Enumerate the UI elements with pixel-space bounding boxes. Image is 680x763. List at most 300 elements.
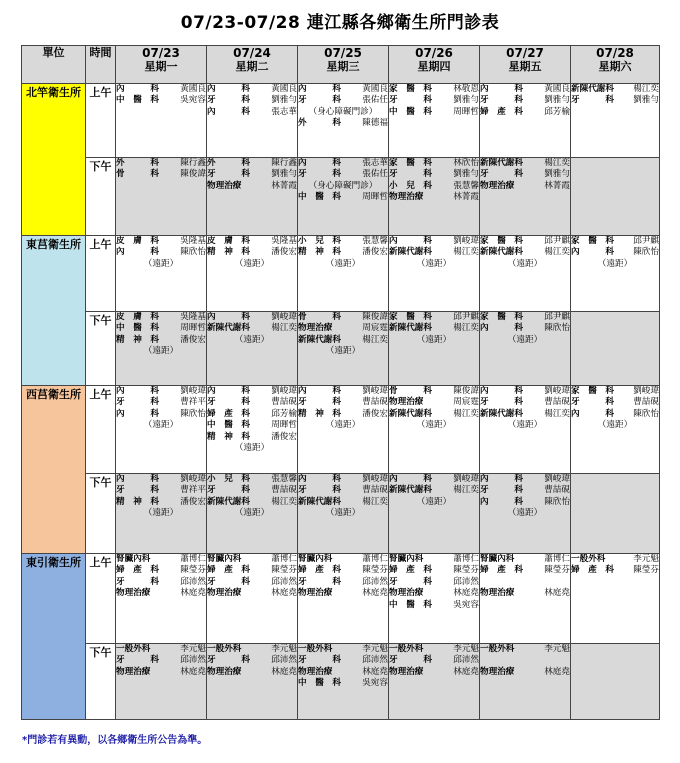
schedule-cell [571,84,660,158]
cell-remark: （遠距） [325,508,361,519]
doctor-entry [480,397,570,408]
specialty: 牙 科 [116,576,159,587]
doctor-entry [298,169,388,180]
schedule-cell [389,644,480,720]
doctor-entry [207,323,297,334]
specialty: 牙 科 [207,397,250,408]
cell-remark: （遠距） [507,420,543,431]
doctor-name: 陳欣怡 [180,247,206,258]
doctor-entry [116,644,206,655]
schedule-cell [480,644,571,720]
doctor-entry [298,667,388,678]
doctor-name: 李元魁 [453,644,479,654]
doctor-name: 李元魁 [362,644,388,654]
doctor-entry [389,84,479,95]
specialty: 精 神 科 [207,431,250,442]
doctor-name: 周暉哲 [362,192,388,203]
specialty: 外 科 [207,158,250,168]
day-date: 07/27 [506,46,544,60]
doctor-name: 邱尹麒 [544,312,570,322]
doctor-entry [480,497,570,508]
doctor-name: 陳俊諱 [453,386,479,396]
doctor-entry [207,432,297,443]
schedule-cell [480,554,571,644]
specialty: 物理治療 [480,180,515,191]
doctor-entry [298,323,388,334]
clinic-name: 東引衛生所 [22,554,86,720]
specialty: 家 醫 科 [571,386,614,396]
schedule-cell [571,386,660,474]
schedule-cell [298,236,389,312]
specialty: 內 科 [480,323,523,334]
doctor-entry [298,95,388,106]
schedule-cell [116,474,207,554]
doctor-entry [480,236,570,247]
doctor-name: 曹喆硯 [544,485,570,496]
doctor-entry [389,577,479,588]
schedule-cell [207,236,298,312]
doctor-name: 林庭堯 [271,666,297,677]
schedule-cell [116,236,207,312]
specialty: 骨 科 [298,312,341,322]
doctor-name: 陳德福 [362,118,388,129]
doctor-entry [480,107,570,118]
doctor-name: 張佑任 [362,95,388,106]
doctor-entry [298,497,388,508]
doctor-entry [571,84,659,95]
doctor-entry [480,644,570,655]
doctor-entry [389,192,479,203]
doctor-entry [389,409,479,420]
doctor-name: 吳隆基 [180,236,206,246]
schedule-cell [298,554,389,644]
doctor-name: 蕭博仁 [271,554,297,564]
doctor-entry [480,565,570,576]
doctor-entry [116,236,206,247]
specialty: 新陳代謝科 [480,408,523,419]
schedule-cell [571,312,660,386]
doctor-name: 蕭博仁 [180,554,206,564]
specialty: 物理治療 [389,397,424,408]
day-header [298,46,389,84]
specialty: 婦 產 科 [480,565,523,576]
schedule-cell [116,386,207,474]
specialty: 物理治療 [480,588,515,599]
schedule-cell [480,386,571,474]
specialty: 內 科 [116,408,159,419]
doctor-entry [389,181,479,192]
specialty: 牙 科 [116,485,159,496]
specialty: 精 神 科 [298,408,341,419]
specialty: 物理治療 [389,588,424,599]
cell-remark: （遠距） [597,420,633,431]
doctor-entry [480,95,570,106]
doctor-entry [298,588,388,599]
clinic-am-row [22,554,660,644]
specialty: 物理治療 [207,588,242,599]
doctor-name: 陳瑩芬 [453,565,479,576]
doctor-name: 黃國良 [271,84,297,94]
specialty: 牙 科 [207,95,250,106]
schedule-cell [480,474,571,554]
doctor-entry [207,158,297,169]
doctor-entry [389,397,479,408]
schedule-cell [389,158,480,236]
doctor-entry [389,667,479,678]
doctor-entry [480,577,570,588]
doctor-name: 邱沛然 [271,655,297,666]
doctor-entry [207,247,297,258]
doctor-name: 邱芳榆 [271,408,297,419]
doctor-name: 林敬恩 [453,84,479,94]
period-label: 下午 [86,474,116,554]
doctor-entry [571,397,659,408]
doctor-name: 邱芳榆 [544,106,570,117]
doctor-name: 楊江奕 [544,158,570,168]
doctor-name: 邱沛然 [180,576,206,587]
cell-remark: （遠距） [416,420,452,431]
doctor-name: 周暉哲 [453,106,479,117]
doctor-entry [480,181,570,192]
cell-remark: （遠距） [143,420,179,431]
doctor-entry [207,554,297,565]
doctor-entry [571,565,659,576]
doctor-name: 楊江奕 [453,247,479,258]
specialty: 內 科 [116,386,159,396]
specialty: 腎臟內科 [480,554,515,564]
doctor-name: 潘俊宏 [362,408,388,419]
schedule-cell [116,644,207,720]
specialty: 牙 科 [480,169,523,180]
specialty: 新陳代謝科 [389,408,432,419]
doctor-entry [480,169,570,180]
doctor-entry [480,667,570,678]
specialty: 外 科 [298,118,341,129]
specialty: 內 科 [571,408,614,419]
doctor-name: 楊江奕 [362,496,388,507]
doctor-name: 蕭博仁 [544,554,570,564]
doctor-entry [298,644,388,655]
specialty: 內 科 [480,84,523,94]
specialty: 小 兒 科 [389,180,432,191]
unit-header: 單位 [22,46,86,84]
doctor-name: 劉峻瑋 [271,386,297,396]
cell-remark: （遠距） [597,258,633,269]
doctor-name: 劉峻瑋 [180,386,206,396]
specialty: 內 科 [116,247,159,258]
schedule-cell [116,554,207,644]
doctor-name: 張志華 [362,158,388,168]
doctor-entry [298,678,388,689]
page-title: 07/23-07/28 連江縣各鄉衛生所門診表 [180,13,500,33]
schedule-cell [116,312,207,386]
specialty: 腎臟內科 [116,554,151,564]
cell-remark: （遠距） [416,258,452,269]
doctor-name: 劉峻瑋 [453,236,479,246]
doctor-entry [389,247,479,258]
cell-remark: （遠距） [234,258,270,269]
schedule-cell [389,312,480,386]
doctor-entry [298,474,388,485]
doctor-entry [116,485,206,496]
doctor-name: 邱沛然 [271,576,297,587]
specialty: 內 科 [207,106,250,117]
doctor-entry [207,655,297,666]
doctor-name: 劉雅勻 [271,95,297,106]
doctor-name: 張慧馨 [362,236,388,246]
doctor-name: 陳瑩芬 [633,565,659,576]
specialty: 家 醫 科 [480,236,523,246]
doctor-entry [298,335,388,346]
doctor-entry [207,497,297,508]
doctor-entry [389,644,479,655]
schedule-cell [389,386,480,474]
doctor-name: 劉峻瑋 [544,386,570,396]
doctor-name: 楊江奕 [271,323,297,334]
specialty: 婦 產 科 [480,106,523,117]
schedule-cell [298,312,389,386]
doctor-entry [389,474,479,485]
period-label: 下午 [86,312,116,386]
doctor-name: 陳瑩芬 [271,565,297,576]
doctor-entry [389,485,479,496]
day-weekday: 星期四 [417,60,451,73]
doctor-entry [389,588,479,599]
doctor-name: 潘俊宏 [271,247,297,258]
doctor-entry [116,397,206,408]
doctor-entry [116,565,206,576]
doctor-entry [116,409,206,420]
specialty: 家 醫 科 [571,236,614,246]
doctor-entry [207,577,297,588]
doctor-name: 林庭堯 [544,666,570,677]
schedule-cell [480,312,571,386]
schedule-cell [298,644,389,720]
day-date: 07/26 [415,46,453,60]
doctor-name: 潘俊宏 [271,431,297,442]
specialty: 家 醫 科 [480,312,523,322]
cell-remark: （身心障礙門診） [308,106,378,117]
specialty: 牙 科 [298,95,341,106]
clinic-am-row [22,84,660,158]
schedule-cell [207,644,298,720]
specialty: 小 兒 科 [207,474,250,484]
doctor-entry [298,485,388,496]
doctor-name: 邱沛然 [453,576,479,587]
doctor-name: 曹喆硯 [633,397,659,408]
doctor-name: 周宸霆 [453,397,479,408]
doctor-entry [389,655,479,666]
clinic-name: 東莒衛生所 [22,236,86,386]
specialty: 物理治療 [389,192,424,203]
specialty: 內 科 [207,84,250,94]
day-weekday: 星期六 [598,60,632,73]
specialty: 精 神 科 [116,496,159,507]
specialty: 牙 科 [389,95,432,106]
doctor-name: 楊江奕 [271,496,297,507]
doctor-entry [480,247,570,258]
doctor-name: 吳宛容 [453,599,479,610]
specialty: 一般外科 [207,644,242,654]
specialty: 家 醫 科 [389,312,432,322]
specialty: 內 科 [298,84,341,94]
specialty: 內 科 [571,247,614,258]
doctor-entry [298,158,388,169]
doctor-entry [116,577,206,588]
doctor-entry [389,554,479,565]
doctor-entry [207,644,297,655]
doctor-entry [207,474,297,485]
doctor-name: 陳行鑫 [271,158,297,168]
doctor-entry [207,588,297,599]
specialty: 牙 科 [389,655,432,666]
specialty: 一般外科 [480,644,515,654]
doctor-name: 蕭博仁 [453,554,479,564]
specialty: 腎臟內科 [298,554,333,564]
clinic-am-row [22,236,660,312]
doctor-name: 楊江奕 [453,485,479,496]
doctor-entry [116,474,206,485]
clinic-schedule-table [21,45,660,720]
doctor-name: 陳俊諱 [180,169,206,180]
specialty: 內 科 [207,386,250,396]
doctor-name: 黃國良 [544,84,570,94]
specialty: 皮 膚 科 [116,236,159,246]
specialty: 牙 科 [389,169,432,180]
doctor-name: 蕭博仁 [362,554,388,564]
specialty: 牙 科 [116,397,159,408]
specialty: 婦 產 科 [116,565,159,576]
specialty: 婦 產 科 [298,565,341,576]
specialty: 中 醫 科 [207,420,250,431]
day-date: 07/24 [233,46,271,60]
doctor-entry [207,386,297,397]
specialty: 皮 膚 科 [116,312,159,322]
doctor-name: 林庭堯 [180,666,206,677]
period-label: 上午 [86,236,116,312]
doctor-entry [480,588,570,599]
specialty: 牙 科 [571,95,614,106]
specialty: 內 科 [207,312,250,322]
specialty: 物理治療 [116,588,151,599]
doctor-entry [116,247,206,258]
doctor-name: 劉雅勻 [453,169,479,180]
doctor-entry [116,323,206,334]
doctor-name: 劉峻瑋 [362,386,388,396]
specialty: 物理治療 [116,666,151,677]
doctor-entry [389,169,479,180]
cell-remark: （遠距） [143,346,179,357]
specialty: 牙 科 [480,485,523,496]
cell-remark: （身心障礙門診） [308,180,378,191]
schedule-cell [298,474,389,554]
specialty: 物理治療 [298,588,333,599]
doctor-entry [480,409,570,420]
footnote: *門診若有異動，以各鄉衛生所公告為準。 [22,735,208,746]
specialty: 牙 科 [480,397,523,408]
doctor-name: 劉雅勻 [544,169,570,180]
specialty: 中 醫 科 [389,106,432,117]
doctor-name: 劉雅勻 [453,95,479,106]
doctor-entry [298,118,388,129]
doctor-name: 邱沛然 [362,576,388,587]
specialty: 一般外科 [298,644,333,654]
day-header [389,46,480,84]
specialty: 家 醫 科 [389,84,432,94]
specialty: 中 醫 科 [298,678,341,689]
specialty: 內 科 [298,158,341,168]
specialty: 外 科 [116,158,159,168]
doctor-name: 李元魁 [271,644,297,654]
doctor-name: 劉峻瑋 [180,474,206,484]
day-header [480,46,571,84]
specialty: 婦 產 科 [207,565,250,576]
day-weekday: 星期二 [235,60,269,73]
doctor-entry [389,600,479,611]
specialty: 內 科 [116,474,159,484]
period-label: 上午 [86,554,116,644]
schedule-cell [480,236,571,312]
doctor-entry [298,565,388,576]
specialty: 牙 科 [480,95,523,106]
specialty: 精 神 科 [116,334,159,345]
doctor-entry [480,323,570,334]
doctor-name: 劉雅勻 [633,95,659,106]
schedule-cell [298,84,389,158]
clinic-name: 北竿衛生所 [22,84,86,236]
schedule-cell [298,158,389,236]
cell-remark: （遠距） [507,334,543,345]
schedule-cell [571,236,660,312]
cell-remark: （遠距） [325,420,361,431]
doctor-entry [116,386,206,397]
day-weekday: 星期一 [144,60,178,73]
doctor-entry [116,95,206,106]
day-date: 07/23 [142,46,180,60]
doctor-name: 李元魁 [633,554,659,564]
doctor-entry [207,107,297,118]
schedule-cell [480,158,571,236]
doctor-name: 楊江奕 [633,84,659,94]
cell-remark: （遠距） [325,346,361,357]
doctor-name: 曹喆硯 [544,397,570,408]
doctor-name: 楊江奕 [544,247,570,258]
cell-remark: （遠距） [416,496,452,507]
period-header: 時間 [86,46,116,84]
doctor-entry [207,485,297,496]
specialty: 牙 科 [571,397,614,408]
specialty: 婦 產 科 [389,565,432,576]
cell-remark: （遠距） [325,258,361,269]
doctor-name: 周宸霆 [362,323,388,334]
period-label: 上午 [86,386,116,474]
schedule-body [22,84,660,720]
doctor-name: 林庭堯 [271,588,297,599]
doctor-name: 吳宛容 [362,678,388,689]
schedule-cell [116,158,207,236]
specialty: 牙 科 [207,485,250,496]
cell-remark: （遠距） [143,258,179,269]
specialty: 腎臟內科 [389,554,424,564]
specialty: 內 科 [389,474,432,484]
doctor-entry [389,565,479,576]
specialty: 新陳代謝科 [298,334,341,345]
doctor-name: 曹祥平 [180,485,206,496]
doctor-entry [298,192,388,203]
specialty: 新陳代謝科 [389,247,432,258]
doctor-entry [480,84,570,95]
doctor-name: 林菁霞 [271,180,297,191]
